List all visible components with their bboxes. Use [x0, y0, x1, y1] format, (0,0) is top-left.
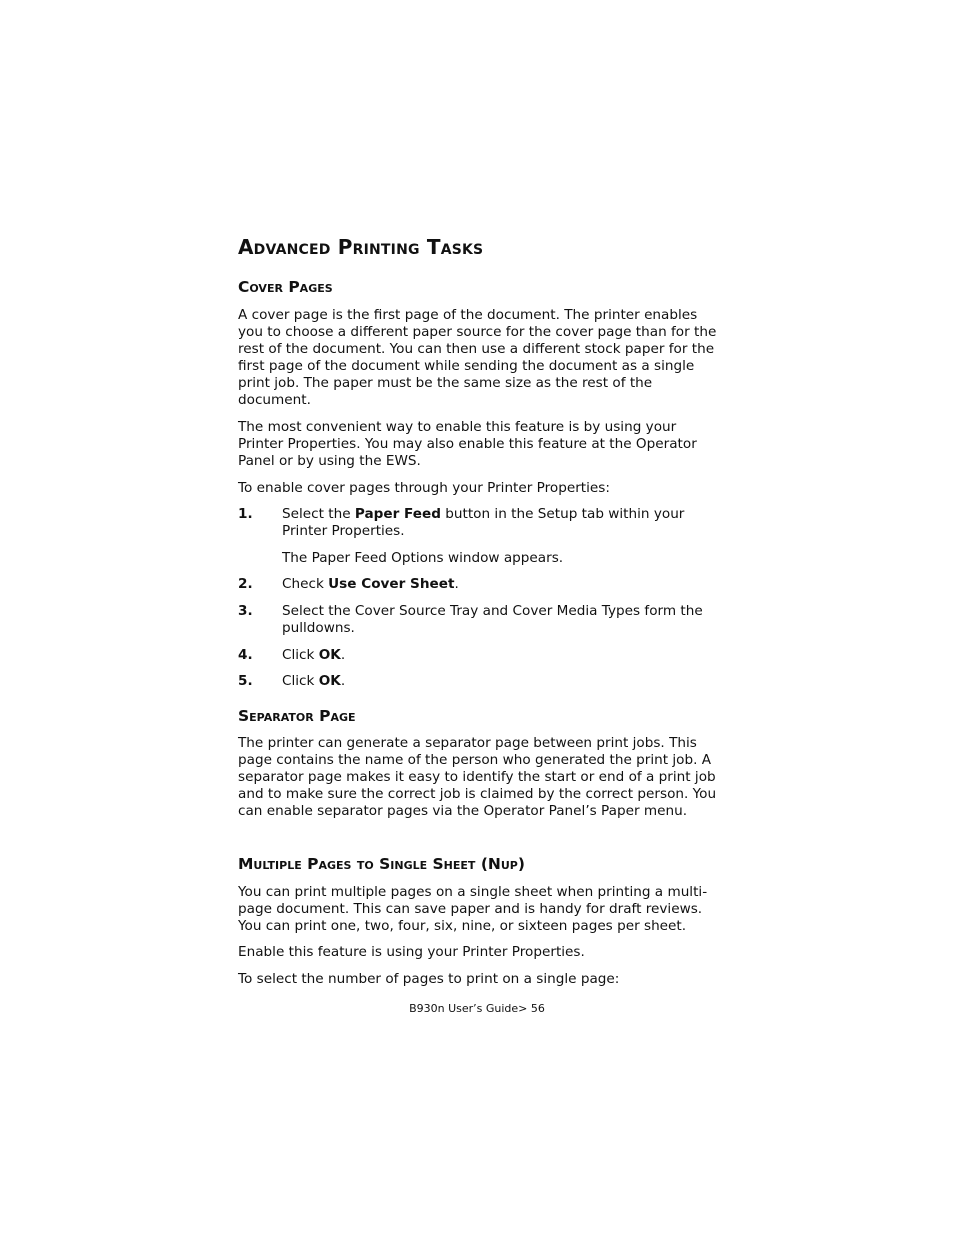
cover-pages-paragraph-2: The most convenient way to enable this feature is by using your Printer Properties. You may also enable this feature at the Operator Panel or by using the EWS.: [238, 419, 697, 469]
step-1-note: The Paper Feed Options window appears.: [282, 550, 564, 566]
step-number: 5.: [238, 673, 253, 689]
ui-label-ok: OK: [318, 673, 341, 689]
section-heading-nup: Multiple Pages to Single Sheet (Nup): [238, 855, 525, 873]
step-number: 1.: [238, 506, 253, 522]
ui-label-paper-feed: Paper Feed: [354, 506, 441, 522]
nup-paragraph-1: You can print multiple pages on a single sheet when printing a multi-page document. This can save paper and is handy for draft reviews. You can print one, two, four, six, nine, or sixteen pages per sheet.: [238, 884, 708, 934]
step-text: Click OK.: [282, 673, 346, 689]
cover-pages-paragraph-1: A cover page is the first page of the document. The printer enables you to choose a different paper source for the cover page than for the rest of the document. You can then use a different stock paper for the first page of the document while sending the document as a single print job. The paper must be the same size as the rest of the document.: [238, 307, 717, 408]
step-text: Click OK.: [282, 647, 346, 663]
page-title: Advanced Printing Tasks: [238, 235, 484, 259]
nup-paragraph-2: Enable this feature is using your Printer Properties.: [238, 944, 585, 960]
ui-label-use-cover-sheet: Use Cover Sheet: [328, 576, 455, 592]
page-footer: B930n User’s Guide> 56: [409, 1002, 545, 1015]
step-number: 2.: [238, 576, 253, 592]
step-number: 3.: [238, 603, 253, 619]
section-heading-cover-pages: Cover Pages: [238, 278, 333, 296]
step-text: Check Use Cover Sheet.: [282, 576, 459, 592]
step-text: Select the Cover Source Tray and Cover Media Types form the pulldowns.: [282, 603, 703, 636]
separator-page-paragraph: The printer can generate a separator page between print jobs. This page contains the name of the person who generated the print job. A separator page makes it easy to identify the start or end of a print job and to make sure the correct job is claimed by the correct person. You can enable separator pages via the Operator Panel’s Paper menu.: [238, 735, 717, 819]
ui-label-ok: OK: [318, 647, 341, 663]
nup-paragraph-3: To select the number of pages to print on a single page:: [238, 971, 620, 987]
cover-pages-paragraph-3: To enable cover pages through your Printer Properties:: [238, 480, 610, 496]
step-number: 4.: [238, 647, 253, 663]
step-text: Select the Paper Feed button in the Setup tab within your Printer Properties.: [282, 506, 685, 539]
section-heading-separator-page: Separator Page: [238, 707, 356, 725]
